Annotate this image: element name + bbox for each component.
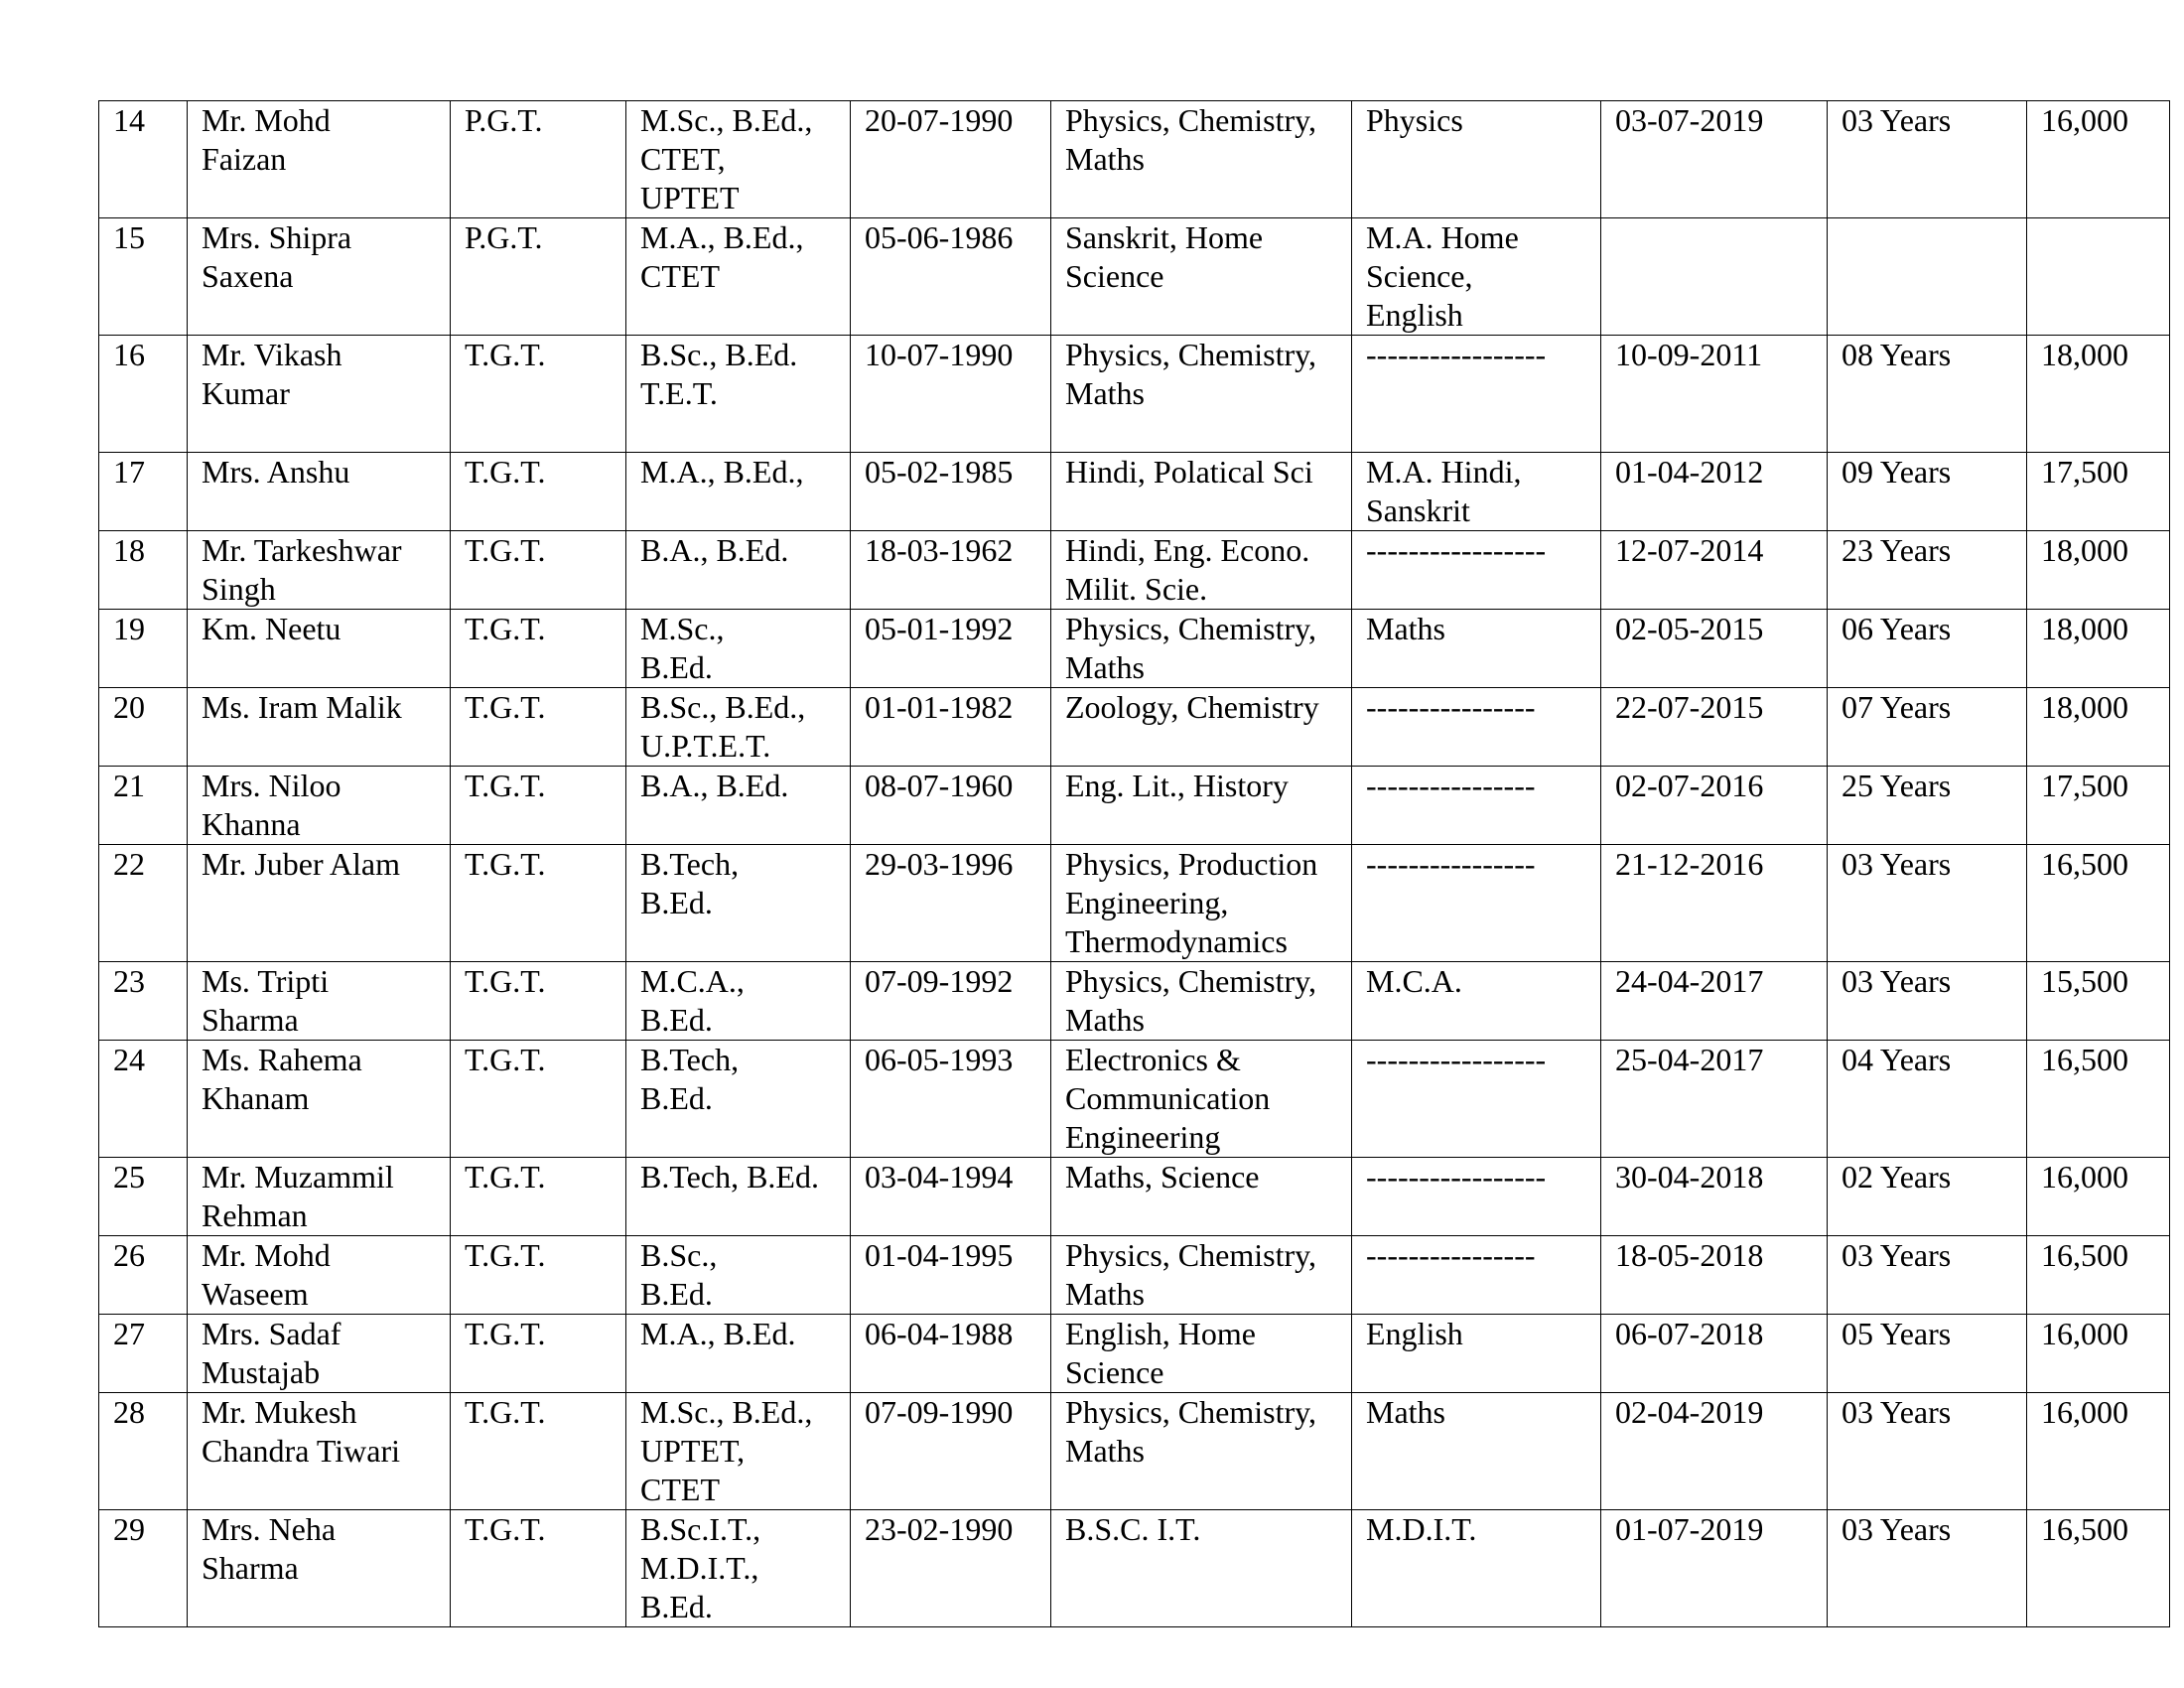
subjects-cell: Maths, Science xyxy=(1051,1158,1352,1236)
additional-qualification-cell: M.A. Home Science, English xyxy=(1352,218,1601,336)
subjects-cell: Zoology, Chemistry xyxy=(1051,688,1352,767)
qualification-cell: M.Sc., B.Ed., UPTET, CTET xyxy=(626,1393,851,1510)
qualification-cell: B.Sc., B.Ed. T.E.T. xyxy=(626,336,851,453)
table-row xyxy=(99,1041,2170,1158)
additional-qualification-cell: ----------------- xyxy=(1352,336,1601,453)
joining-date-cell: 01-04-2012 xyxy=(1601,453,1828,531)
table-row xyxy=(99,336,2170,453)
date-of-birth-cell: 07-09-1992 xyxy=(851,962,1051,1041)
post-cell: T.G.T. xyxy=(451,610,626,688)
joining-date-cell: 10-09-2011 xyxy=(1601,336,1828,453)
date-of-birth-cell: 18-03-1962 xyxy=(851,531,1051,610)
table-row xyxy=(99,1393,2170,1510)
additional-qualification-cell: ---------------- xyxy=(1352,1236,1601,1315)
date-of-birth-cell: 07-09-1990 xyxy=(851,1393,1051,1510)
joining-date-cell: 30-04-2018 xyxy=(1601,1158,1828,1236)
subjects-cell: B.S.C. I.T. xyxy=(1051,1510,1352,1627)
date-of-birth-cell: 29-03-1996 xyxy=(851,845,1051,962)
salary-cell: 16,500 xyxy=(2027,1041,2170,1158)
teacher-name-cell: Ms. Iram Malik xyxy=(188,688,451,767)
post-cell: T.G.T. xyxy=(451,1041,626,1158)
table-row xyxy=(99,610,2170,688)
serial-number-cell: 17 xyxy=(99,453,188,531)
additional-qualification-cell: ---------------- xyxy=(1352,845,1601,962)
staff-table-body xyxy=(99,101,2170,1627)
qualification-cell: B.A., B.Ed. xyxy=(626,767,851,845)
post-cell: T.G.T. xyxy=(451,531,626,610)
serial-number-cell: 25 xyxy=(99,1158,188,1236)
post-cell: T.G.T. xyxy=(451,336,626,453)
table-row xyxy=(99,1315,2170,1393)
joining-date-cell: 22-07-2015 xyxy=(1601,688,1828,767)
qualification-cell: M.A., B.Ed., CTET xyxy=(626,218,851,336)
qualification-cell: M.Sc., B.Ed., CTET, UPTET xyxy=(626,101,851,218)
table-row xyxy=(99,101,2170,218)
staff-table xyxy=(98,100,2170,1627)
date-of-birth-cell: 20-07-1990 xyxy=(851,101,1051,218)
salary-cell: 18,000 xyxy=(2027,688,2170,767)
joining-date-cell: 21-12-2016 xyxy=(1601,845,1828,962)
joining-date-cell: 12-07-2014 xyxy=(1601,531,1828,610)
joining-date-cell: 02-07-2016 xyxy=(1601,767,1828,845)
experience-cell: 04 Years xyxy=(1828,1041,2027,1158)
experience-cell: 03 Years xyxy=(1828,962,2027,1041)
experience-cell xyxy=(1828,218,2027,336)
subjects-cell: English, Home Science xyxy=(1051,1315,1352,1393)
post-cell: T.G.T. xyxy=(451,962,626,1041)
post-cell: T.G.T. xyxy=(451,1236,626,1315)
subjects-cell: Sanskrit, Home Science xyxy=(1051,218,1352,336)
experience-cell: 25 Years xyxy=(1828,767,2027,845)
serial-number-cell: 23 xyxy=(99,962,188,1041)
date-of-birth-cell: 10-07-1990 xyxy=(851,336,1051,453)
date-of-birth-cell: 08-07-1960 xyxy=(851,767,1051,845)
additional-qualification-cell: M.C.A. xyxy=(1352,962,1601,1041)
qualification-cell: M.A., B.Ed. xyxy=(626,1315,851,1393)
teacher-name-cell: Mr. Tarkeshwar Singh xyxy=(188,531,451,610)
additional-qualification-cell: M.D.I.T. xyxy=(1352,1510,1601,1627)
joining-date-cell: 25-04-2017 xyxy=(1601,1041,1828,1158)
salary-cell: 18,000 xyxy=(2027,336,2170,453)
date-of-birth-cell: 01-04-1995 xyxy=(851,1236,1051,1315)
serial-number-cell: 27 xyxy=(99,1315,188,1393)
teacher-name-cell: Mr. Mohd Faizan xyxy=(188,101,451,218)
teacher-name-cell: Km. Neetu xyxy=(188,610,451,688)
salary-cell: 18,000 xyxy=(2027,610,2170,688)
subjects-cell: Physics, Chemistry, Maths xyxy=(1051,962,1352,1041)
table-row xyxy=(99,453,2170,531)
salary-cell: 16,500 xyxy=(2027,1510,2170,1627)
salary-cell: 16,000 xyxy=(2027,1315,2170,1393)
serial-number-cell: 24 xyxy=(99,1041,188,1158)
experience-cell: 03 Years xyxy=(1828,1510,2027,1627)
post-cell: T.G.T. xyxy=(451,1393,626,1510)
experience-cell: 23 Years xyxy=(1828,531,2027,610)
date-of-birth-cell: 05-06-1986 xyxy=(851,218,1051,336)
subjects-cell: Physics, Production Engineering, Thermodynamics xyxy=(1051,845,1352,962)
date-of-birth-cell: 06-05-1993 xyxy=(851,1041,1051,1158)
serial-number-cell: 22 xyxy=(99,845,188,962)
joining-date-cell: 06-07-2018 xyxy=(1601,1315,1828,1393)
teacher-name-cell: Mrs. Niloo Khanna xyxy=(188,767,451,845)
salary-cell: 17,500 xyxy=(2027,453,2170,531)
subjects-cell: Physics, Chemistry, Maths xyxy=(1051,1236,1352,1315)
table-row xyxy=(99,1510,2170,1627)
salary-cell: 16,000 xyxy=(2027,1393,2170,1510)
salary-cell: 15,500 xyxy=(2027,962,2170,1041)
teacher-name-cell: Mr. Mukesh Chandra Tiwari xyxy=(188,1393,451,1510)
subjects-cell: Physics, Chemistry, Maths xyxy=(1051,336,1352,453)
teacher-name-cell: Mrs. Sadaf Mustajab xyxy=(188,1315,451,1393)
experience-cell: 09 Years xyxy=(1828,453,2027,531)
teacher-name-cell: Mr. Mohd Waseem xyxy=(188,1236,451,1315)
qualification-cell: B.Tech, B.Ed. xyxy=(626,1041,851,1158)
subjects-cell: Electronics & Communication Engineering xyxy=(1051,1041,1352,1158)
qualification-cell: B.Sc.I.T., M.D.I.T., B.Ed. xyxy=(626,1510,851,1627)
teacher-name-cell: Mrs. Shipra Saxena xyxy=(188,218,451,336)
post-cell: T.G.T. xyxy=(451,1315,626,1393)
qualification-cell: B.A., B.Ed. xyxy=(626,531,851,610)
additional-qualification-cell: ----------------- xyxy=(1352,1158,1601,1236)
salary-cell: 16,000 xyxy=(2027,1158,2170,1236)
serial-number-cell: 29 xyxy=(99,1510,188,1627)
experience-cell: 08 Years xyxy=(1828,336,2027,453)
serial-number-cell: 14 xyxy=(99,101,188,218)
date-of-birth-cell: 05-02-1985 xyxy=(851,453,1051,531)
date-of-birth-cell: 03-04-1994 xyxy=(851,1158,1051,1236)
qualification-cell: M.A., B.Ed., xyxy=(626,453,851,531)
additional-qualification-cell: ----------------- xyxy=(1352,1041,1601,1158)
additional-qualification-cell: Maths xyxy=(1352,610,1601,688)
post-cell: P.G.T. xyxy=(451,101,626,218)
subjects-cell: Physics, Chemistry, Maths xyxy=(1051,610,1352,688)
serial-number-cell: 28 xyxy=(99,1393,188,1510)
teacher-name-cell: Mr. Vikash Kumar xyxy=(188,336,451,453)
post-cell: T.G.T. xyxy=(451,767,626,845)
table-row xyxy=(99,531,2170,610)
teacher-name-cell: Mrs. Anshu xyxy=(188,453,451,531)
qualification-cell: B.Tech, B.Ed. xyxy=(626,1158,851,1236)
table-row xyxy=(99,1158,2170,1236)
teacher-name-cell: Mrs. Neha Sharma xyxy=(188,1510,451,1627)
teacher-name-cell: Ms. Rahema Khanam xyxy=(188,1041,451,1158)
serial-number-cell: 15 xyxy=(99,218,188,336)
experience-cell: 05 Years xyxy=(1828,1315,2027,1393)
additional-qualification-cell: English xyxy=(1352,1315,1601,1393)
joining-date-cell xyxy=(1601,218,1828,336)
additional-qualification-cell: Physics xyxy=(1352,101,1601,218)
table-row xyxy=(99,845,2170,962)
qualification-cell: M.Sc., B.Ed. xyxy=(626,610,851,688)
subjects-cell: Eng. Lit., History xyxy=(1051,767,1352,845)
date-of-birth-cell: 23-02-1990 xyxy=(851,1510,1051,1627)
table-row xyxy=(99,962,2170,1041)
additional-qualification-cell: M.A. Hindi, Sanskrit xyxy=(1352,453,1601,531)
subjects-cell: Hindi, Eng. Econo. Milit. Scie. xyxy=(1051,531,1352,610)
salary-cell: 17,500 xyxy=(2027,767,2170,845)
joining-date-cell: 02-05-2015 xyxy=(1601,610,1828,688)
salary-cell: 16,500 xyxy=(2027,1236,2170,1315)
date-of-birth-cell: 06-04-1988 xyxy=(851,1315,1051,1393)
post-cell: P.G.T. xyxy=(451,218,626,336)
salary-cell: 16,500 xyxy=(2027,845,2170,962)
additional-qualification-cell: ---------------- xyxy=(1352,688,1601,767)
joining-date-cell: 01-07-2019 xyxy=(1601,1510,1828,1627)
experience-cell: 03 Years xyxy=(1828,1393,2027,1510)
table-row xyxy=(99,767,2170,845)
salary-cell: 16,000 xyxy=(2027,101,2170,218)
teacher-name-cell: Mr. Juber Alam xyxy=(188,845,451,962)
serial-number-cell: 26 xyxy=(99,1236,188,1315)
salary-cell xyxy=(2027,218,2170,336)
serial-number-cell: 16 xyxy=(99,336,188,453)
teacher-name-cell: Mr. Muzammil Rehman xyxy=(188,1158,451,1236)
date-of-birth-cell: 01-01-1982 xyxy=(851,688,1051,767)
table-row xyxy=(99,688,2170,767)
post-cell: T.G.T. xyxy=(451,845,626,962)
qualification-cell: B.Sc., B.Ed. xyxy=(626,1236,851,1315)
salary-cell: 18,000 xyxy=(2027,531,2170,610)
post-cell: T.G.T. xyxy=(451,1158,626,1236)
table-row xyxy=(99,218,2170,336)
joining-date-cell: 24-04-2017 xyxy=(1601,962,1828,1041)
additional-qualification-cell: ---------------- xyxy=(1352,767,1601,845)
table-row xyxy=(99,1236,2170,1315)
experience-cell: 03 Years xyxy=(1828,845,2027,962)
subjects-cell: Physics, Chemistry, Maths xyxy=(1051,101,1352,218)
experience-cell: 03 Years xyxy=(1828,101,2027,218)
post-cell: T.G.T. xyxy=(451,453,626,531)
joining-date-cell: 18-05-2018 xyxy=(1601,1236,1828,1315)
serial-number-cell: 21 xyxy=(99,767,188,845)
date-of-birth-cell: 05-01-1992 xyxy=(851,610,1051,688)
joining-date-cell: 03-07-2019 xyxy=(1601,101,1828,218)
serial-number-cell: 20 xyxy=(99,688,188,767)
post-cell: T.G.T. xyxy=(451,1510,626,1627)
serial-number-cell: 19 xyxy=(99,610,188,688)
teacher-name-cell: Ms. Tripti Sharma xyxy=(188,962,451,1041)
experience-cell: 02 Years xyxy=(1828,1158,2027,1236)
qualification-cell: B.Tech, B.Ed. xyxy=(626,845,851,962)
joining-date-cell: 02-04-2019 xyxy=(1601,1393,1828,1510)
post-cell: T.G.T. xyxy=(451,688,626,767)
qualification-cell: B.Sc., B.Ed., U.P.T.E.T. xyxy=(626,688,851,767)
serial-number-cell: 18 xyxy=(99,531,188,610)
subjects-cell: Hindi, Polatical Sci xyxy=(1051,453,1352,531)
subjects-cell: Physics, Chemistry, Maths xyxy=(1051,1393,1352,1510)
experience-cell: 06 Years xyxy=(1828,610,2027,688)
additional-qualification-cell: ----------------- xyxy=(1352,531,1601,610)
experience-cell: 03 Years xyxy=(1828,1236,2027,1315)
qualification-cell: M.C.A., B.Ed. xyxy=(626,962,851,1041)
experience-cell: 07 Years xyxy=(1828,688,2027,767)
additional-qualification-cell: Maths xyxy=(1352,1393,1601,1510)
